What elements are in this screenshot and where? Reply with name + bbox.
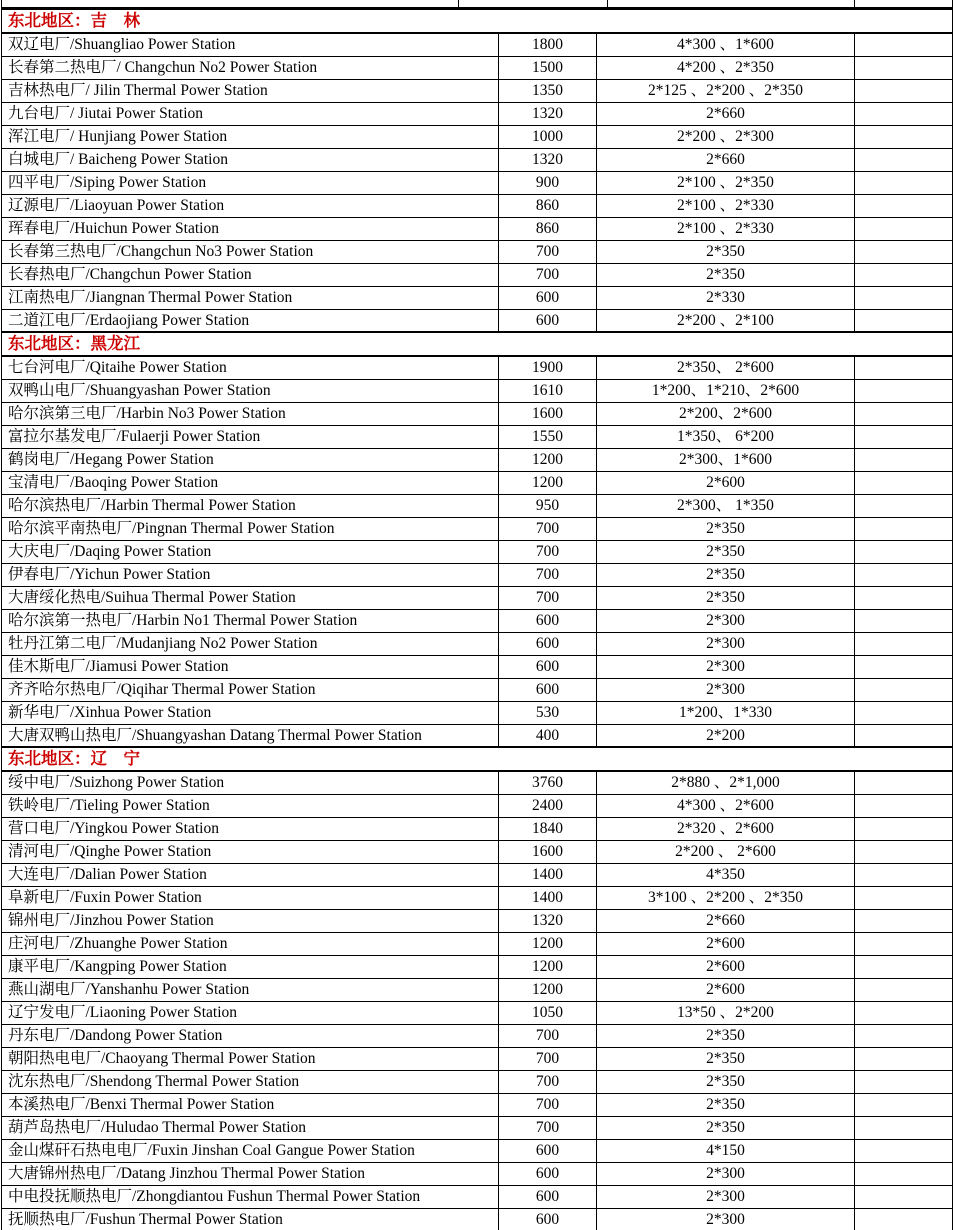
capacity-cell: 1200 [499,471,597,494]
capacity-cell: 600 [499,1162,597,1185]
capacity-cell: 1320 [499,909,597,932]
note-cell [855,540,953,563]
station-row [2,632,953,655]
capacity-cell: 700 [499,240,597,263]
power-table-body [2,9,953,1230]
station-row [2,1162,953,1185]
units-config-cell: 1*350、 6*200 [597,425,855,448]
station-name-cell: 伊春电厂/Yichun Power Station [2,563,499,586]
capacity-cell: 1550 [499,425,597,448]
station-row [2,263,953,286]
note-cell [855,701,953,724]
region-section-row [2,332,953,356]
units-config-cell: 2*300 [597,1185,855,1208]
station-name-cell: 中电投抚顺热电厂/Zhongdiantou Fushun Thermal Power Station [2,1185,499,1208]
station-row [2,540,953,563]
region-section-header: 东北地区：吉 林 [2,9,953,33]
units-config-cell: 2*300 [597,1208,855,1230]
capacity-cell: 700 [499,1070,597,1093]
station-row [2,909,953,932]
units-config-cell: 4*150 [597,1139,855,1162]
note-cell [855,886,953,909]
station-row [2,771,953,794]
units-config-cell: 2*320 、2*600 [597,817,855,840]
station-name-cell: 铁岭电厂/Tieling Power Station [2,794,499,817]
note-cell [855,171,953,194]
note-cell [855,655,953,678]
station-name-cell: 阜新电厂/Fuxin Power Station [2,886,499,909]
station-row [2,448,953,471]
units-config-cell: 2*300 [597,678,855,701]
units-config-cell: 2*100 、2*330 [597,217,855,240]
units-config-cell: 2*880 、2*1,000 [597,771,855,794]
capacity-cell: 1350 [499,79,597,102]
units-config-cell: 2*660 [597,909,855,932]
station-name-cell: 哈尔滨热电厂/Harbin Thermal Power Station [2,494,499,517]
station-row [2,609,953,632]
units-config-cell: 3*100 、2*200 、2*350 [597,886,855,909]
station-name-cell: 沈东热电厂/Shendong Thermal Power Station [2,1070,499,1093]
station-name-cell: 辽源电厂/Liaoyuan Power Station [2,194,499,217]
units-config-cell: 2*350、 2*600 [597,356,855,379]
station-row [2,1047,953,1070]
capacity-cell: 600 [499,1185,597,1208]
capacity-cell: 1200 [499,955,597,978]
station-row [2,932,953,955]
station-name-cell: 佳木斯电厂/Jiamusi Power Station [2,655,499,678]
note-cell [855,33,953,56]
capacity-cell: 1600 [499,840,597,863]
station-row [2,494,953,517]
capacity-cell: 600 [499,655,597,678]
capacity-cell: 700 [499,540,597,563]
units-config-cell: 2*200 [597,724,855,747]
units-config-cell: 2*350 [597,1070,855,1093]
station-row [2,148,953,171]
station-name-cell: 长春第三热电厂/Changchun No3 Power Station [2,240,499,263]
note-cell [855,402,953,425]
station-name-cell: 大唐双鸭山热电厂/Shuangyashan Datang Thermal Power Station [2,724,499,747]
station-row [2,1185,953,1208]
station-row [2,1070,953,1093]
station-name-cell: 金山煤矸石热电电厂/Fuxin Jinshan Coal Gangue Power Station [2,1139,499,1162]
station-row [2,171,953,194]
station-name-cell: 哈尔滨平南热电厂/Pingnan Thermal Power Station [2,517,499,540]
station-name-cell: 大连电厂/Dalian Power Station [2,863,499,886]
station-row [2,678,953,701]
capacity-cell: 860 [499,217,597,240]
units-config-cell: 2*200 、2*300 [597,125,855,148]
capacity-cell: 1500 [499,56,597,79]
station-name-cell: 本溪热电厂/Benxi Thermal Power Station [2,1093,499,1116]
units-config-cell: 2*200 、 2*600 [597,840,855,863]
note-cell [855,978,953,1001]
note-cell [855,563,953,586]
note-cell [855,794,953,817]
station-name-cell: 齐齐哈尔热电厂/Qiqihar Thermal Power Station [2,678,499,701]
station-name-cell: 四平电厂/Siping Power Station [2,171,499,194]
station-row [2,102,953,125]
station-row [2,471,953,494]
station-row [2,955,953,978]
station-name-cell: 宝清电厂/Baoqing Power Station [2,471,499,494]
capacity-cell: 1320 [499,148,597,171]
units-config-cell: 4*350 [597,863,855,886]
units-config-cell: 2*300 [597,609,855,632]
units-config-cell: 2*350 [597,1116,855,1139]
units-config-cell: 1*200、1*210、2*600 [597,379,855,402]
station-row [2,1116,953,1139]
units-config-cell: 2*300 [597,655,855,678]
units-config-cell: 2*600 [597,955,855,978]
station-name-cell: 珲春电厂/Huichun Power Station [2,217,499,240]
capacity-cell: 530 [499,701,597,724]
capacity-cell: 1400 [499,863,597,886]
station-row [2,863,953,886]
station-row [2,309,953,332]
note-cell [855,148,953,171]
units-config-cell: 2*350 [597,1047,855,1070]
station-row [2,586,953,609]
units-config-cell: 2*350 [597,517,855,540]
capacity-cell: 600 [499,309,597,332]
clipped-row-table [1,0,953,8]
station-name-cell: 燕山湖电厂/Yanshanhu Power Station [2,978,499,1001]
note-cell [855,125,953,148]
note-cell [855,494,953,517]
station-row [2,194,953,217]
capacity-cell: 600 [499,1208,597,1230]
capacity-cell: 400 [499,724,597,747]
station-row [2,125,953,148]
station-row [2,1024,953,1047]
note-cell [855,1162,953,1185]
station-row [2,794,953,817]
region-section-row [2,9,953,33]
note-cell [855,356,953,379]
capacity-cell: 700 [499,1047,597,1070]
units-config-cell: 2*300、 1*350 [597,494,855,517]
note-cell [855,240,953,263]
note-cell [855,678,953,701]
station-name-cell: 长春热电厂/Changchun Power Station [2,263,499,286]
capacity-cell: 600 [499,632,597,655]
note-cell [855,471,953,494]
note-cell [855,1116,953,1139]
station-name-cell: 康平电厂/Kangping Power Station [2,955,499,978]
region-section-row [2,747,953,771]
note-cell [855,724,953,747]
units-config-cell: 13*50 、2*200 [597,1001,855,1024]
capacity-cell: 1600 [499,402,597,425]
units-config-cell: 2*300 [597,1162,855,1185]
capacity-cell: 700 [499,1093,597,1116]
station-name-cell: 葫芦岛热电厂/Huludao Thermal Power Station [2,1116,499,1139]
units-config-cell: 1*200、1*330 [597,701,855,724]
units-config-cell: 2*350 [597,540,855,563]
station-row [2,379,953,402]
note-cell [855,1208,953,1230]
note-cell [855,194,953,217]
note-cell [855,586,953,609]
station-row [2,655,953,678]
note-cell [855,863,953,886]
station-name-cell: 营口电厂/Yingkou Power Station [2,817,499,840]
station-name-cell: 浑江电厂/ Hunjiang Power Station [2,125,499,148]
capacity-cell: 700 [499,263,597,286]
capacity-cell: 1000 [499,125,597,148]
note-cell [855,379,953,402]
station-row [2,402,953,425]
station-name-cell: 九台电厂/ Jiutai Power Station [2,102,499,125]
station-name-cell: 锦州电厂/Jinzhou Power Station [2,909,499,932]
station-row [2,517,953,540]
region-section-header: 东北地区：黑龙江 [2,332,953,356]
units-config-cell: 2*100 、2*350 [597,171,855,194]
note-cell [855,840,953,863]
station-row [2,1139,953,1162]
station-name-cell: 富拉尔基发电厂/Fulaerji Power Station [2,425,499,448]
units-config-cell: 2*125 、2*200 、2*350 [597,79,855,102]
units-config-cell: 2*600 [597,471,855,494]
station-name-cell: 长春第二热电厂/ Changchun No2 Power Station [2,56,499,79]
units-config-cell: 4*300 、1*600 [597,33,855,56]
note-cell [855,309,953,332]
capacity-cell: 1900 [499,356,597,379]
station-row [2,240,953,263]
station-name-cell: 庄河电厂/Zhuanghe Power Station [2,932,499,955]
capacity-cell: 700 [499,517,597,540]
station-name-cell: 大庆电厂/Daqing Power Station [2,540,499,563]
station-row [2,886,953,909]
units-config-cell: 2*350 [597,1024,855,1047]
clipped-row [2,0,953,8]
capacity-cell: 1610 [499,379,597,402]
station-name-cell: 新华电厂/Xinhua Power Station [2,701,499,724]
units-config-cell: 2*330 [597,286,855,309]
capacity-cell: 860 [499,194,597,217]
station-row [2,563,953,586]
note-cell [855,286,953,309]
capacity-cell: 1800 [499,33,597,56]
station-name-cell: 牡丹江第二电厂/Mudanjiang No2 Power Station [2,632,499,655]
capacity-cell: 900 [499,171,597,194]
station-row [2,1093,953,1116]
station-row [2,286,953,309]
station-name-cell: 大唐绥化热电/Suihua Thermal Power Station [2,586,499,609]
station-name-cell: 白城电厂/ Baicheng Power Station [2,148,499,171]
units-config-cell: 2*350 [597,1093,855,1116]
capacity-cell: 600 [499,286,597,309]
units-config-cell: 2*350 [597,263,855,286]
capacity-cell: 3760 [499,771,597,794]
note-cell [855,609,953,632]
note-cell [855,102,953,125]
station-row [2,56,953,79]
station-name-cell: 二道江电厂/Erdaojiang Power Station [2,309,499,332]
capacity-cell: 1320 [499,102,597,125]
note-cell [855,909,953,932]
units-config-cell: 4*200 、2*350 [597,56,855,79]
capacity-cell: 600 [499,609,597,632]
capacity-cell: 600 [499,1139,597,1162]
station-name-cell: 丹东电厂/Dandong Power Station [2,1024,499,1047]
capacity-cell: 1400 [499,886,597,909]
note-cell [855,263,953,286]
units-config-cell: 2*200 、2*100 [597,309,855,332]
station-row [2,356,953,379]
station-row [2,79,953,102]
station-name-cell: 双辽电厂/Shuangliao Power Station [2,33,499,56]
capacity-cell: 1050 [499,1001,597,1024]
note-cell [855,1024,953,1047]
note-cell [855,425,953,448]
station-name-cell: 清河电厂/Qinghe Power Station [2,840,499,863]
units-config-cell: 2*660 [597,102,855,125]
station-row [2,1001,953,1024]
units-config-cell: 2*350 [597,240,855,263]
capacity-cell: 1200 [499,448,597,471]
note-cell [855,817,953,840]
note-cell [855,517,953,540]
units-config-cell: 2*200、2*600 [597,402,855,425]
units-config-cell: 2*300、1*600 [597,448,855,471]
station-name-cell: 哈尔滨第一热电厂/Harbin No1 Thermal Power Station [2,609,499,632]
note-cell [855,1139,953,1162]
station-row [2,978,953,1001]
region-section-header: 东北地区：辽 宁 [2,747,953,771]
units-config-cell: 2*300 [597,632,855,655]
station-name-cell: 哈尔滨第三电厂/Harbin No3 Power Station [2,402,499,425]
station-row [2,724,953,747]
clipped-cell [2,0,459,8]
note-cell [855,1093,953,1116]
station-row [2,1208,953,1230]
station-name-cell: 绥中电厂/Suizhong Power Station [2,771,499,794]
station-name-cell: 朝阳热电电厂/Chaoyang Thermal Power Station [2,1047,499,1070]
units-config-cell: 2*600 [597,932,855,955]
units-config-cell: 2*660 [597,148,855,171]
station-name-cell: 辽宁发电厂/Liaoning Power Station [2,1001,499,1024]
station-name-cell: 鹤岗电厂/Hegang Power Station [2,448,499,471]
note-cell [855,56,953,79]
capacity-cell: 1840 [499,817,597,840]
note-cell [855,1185,953,1208]
station-row [2,817,953,840]
note-cell [855,448,953,471]
units-config-cell: 2*350 [597,563,855,586]
capacity-cell: 2400 [499,794,597,817]
note-cell [855,1047,953,1070]
capacity-cell: 700 [499,586,597,609]
note-cell [855,632,953,655]
units-config-cell: 2*350 [597,586,855,609]
station-name-cell: 七台河电厂/Qitaihe Power Station [2,356,499,379]
capacity-cell: 700 [499,1116,597,1139]
station-name-cell: 江南热电厂/Jiangnan Thermal Power Station [2,286,499,309]
note-cell [855,217,953,240]
station-name-cell: 抚顺热电厂/Fushun Thermal Power Station [2,1208,499,1230]
clipped-cell [608,0,855,8]
station-row [2,217,953,240]
capacity-cell: 600 [499,678,597,701]
note-cell [855,771,953,794]
note-cell [855,1001,953,1024]
units-config-cell: 2*100 、2*330 [597,194,855,217]
note-cell [855,1070,953,1093]
power-station-table [1,8,953,1230]
capacity-cell: 700 [499,563,597,586]
station-name-cell: 双鸭山电厂/Shuangyashan Power Station [2,379,499,402]
station-row [2,840,953,863]
note-cell [855,79,953,102]
clipped-cell [855,0,953,8]
capacity-cell: 950 [499,494,597,517]
units-config-cell: 4*300 、2*600 [597,794,855,817]
capacity-cell: 1200 [499,932,597,955]
clipped-cell [459,0,608,8]
station-name-cell: 大唐锦州热电厂/Datang Jinzhou Thermal Power Station [2,1162,499,1185]
units-config-cell: 2*600 [597,978,855,1001]
capacity-cell: 1200 [499,978,597,1001]
station-row [2,33,953,56]
capacity-cell: 700 [499,1024,597,1047]
note-cell [855,955,953,978]
note-cell [855,932,953,955]
station-row [2,425,953,448]
station-row [2,701,953,724]
station-name-cell: 吉林热电厂/ Jilin Thermal Power Station [2,79,499,102]
